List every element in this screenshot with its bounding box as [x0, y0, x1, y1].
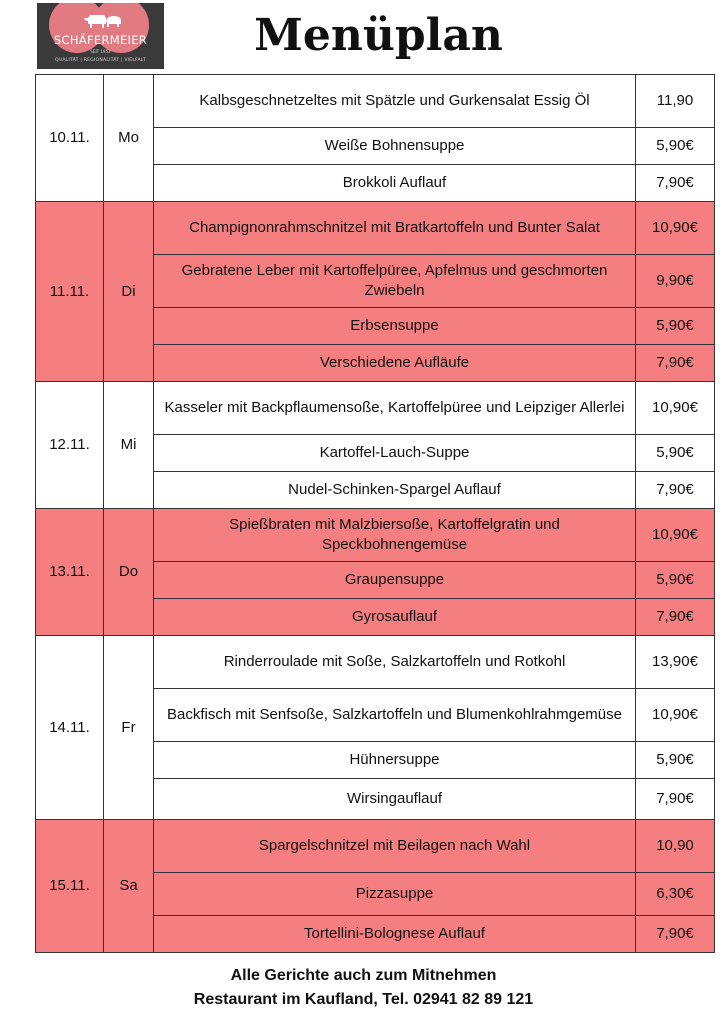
- day-weekday: Di: [104, 202, 154, 382]
- dish-price: 7,90€: [636, 916, 715, 953]
- dish-price: 9,90€: [636, 255, 715, 308]
- dish-price: 6,30€: [636, 873, 715, 916]
- menu-row: [36, 636, 715, 689]
- dish-name: Gyrosauflauf: [154, 599, 636, 636]
- dish-price: 7,90€: [636, 345, 715, 382]
- day-weekday: Do: [104, 509, 154, 636]
- day-date: 13.11.: [36, 509, 104, 636]
- dish-name: Backfisch mit Senfsoße, Salzkartoffeln und Blumenkohlrahmgemüse: [154, 689, 636, 742]
- menu-row: [36, 509, 715, 562]
- dish-price: 7,90€: [636, 165, 715, 202]
- dish-price: 10,90€: [636, 382, 715, 435]
- dish-price: 7,90€: [636, 599, 715, 636]
- dish-name: Champignonrahmschnitzel mit Bratkartoffeln und Bunter Salat: [154, 202, 636, 255]
- dish-name: Tortellini-Bolognese Auflauf: [154, 916, 636, 953]
- dish-name: Rinderroulade mit Soße, Salzkartoffeln und Rotkohl: [154, 636, 636, 689]
- dish-price: 7,90€: [636, 472, 715, 509]
- logo-tagline: QUALITÄT | REGIONALITÄT | VIELFALT: [54, 58, 147, 63]
- menu-row: [36, 75, 715, 128]
- dish-name: Spießbraten mit Malzbiersoße, Kartoffelgratin und Speckbohnengemüse: [154, 509, 636, 562]
- day-date: 14.11.: [36, 636, 104, 820]
- dish-price: 10,90€: [636, 509, 715, 562]
- dish-price: 5,90€: [636, 435, 715, 472]
- menu-row: [36, 820, 715, 873]
- day-date: 15.11.: [36, 820, 104, 953]
- dish-name: Verschiedene Aufläufe: [154, 345, 636, 382]
- dish-price: 11,90: [636, 75, 715, 128]
- day-weekday: Fr: [104, 636, 154, 820]
- page-title: Menüplan: [254, 10, 503, 61]
- day-weekday: Sa: [104, 820, 154, 953]
- dish-name: Graupensuppe: [154, 562, 636, 599]
- day-weekday: Mo: [104, 75, 154, 202]
- dish-name: Pizzasuppe: [154, 873, 636, 916]
- dish-price: 10,90€: [636, 202, 715, 255]
- dish-name: Brokkoli Auflauf: [154, 165, 636, 202]
- footer: [0, 964, 727, 1012]
- dish-name: Kasseler mit Backpflaumensoße, Kartoffelpüree und Leipziger Allerlei: [154, 382, 636, 435]
- dish-price: 13,90€: [636, 636, 715, 689]
- dish-name: Weiße Bohnensuppe: [154, 128, 636, 165]
- menu-table: [35, 74, 715, 953]
- dish-price: 5,90€: [636, 308, 715, 345]
- day-weekday: Mi: [104, 382, 154, 509]
- dish-price: 10,90€: [636, 689, 715, 742]
- footer-takeaway: Alle Gerichte auch zum Mitnehmen: [230, 967, 497, 984]
- dish-price: 10,90: [636, 820, 715, 873]
- menu-row: [36, 202, 715, 255]
- menu-row: [36, 382, 715, 435]
- dish-name: Kartoffel-Lauch-Suppe: [154, 435, 636, 472]
- dish-name: Gebratene Leber mit Kartoffelpüree, Apfelmus und geschmorten Zwiebeln: [154, 255, 636, 308]
- dish-price: 5,90€: [636, 562, 715, 599]
- dish-name: Kalbsgeschnetzeltes mit Spätzle und Gurkensalat Essig Öl: [154, 75, 636, 128]
- day-date: 11.11.: [36, 202, 104, 382]
- dish-name: Erbsensuppe: [154, 308, 636, 345]
- dish-name: Wirsingauflauf: [154, 779, 636, 820]
- logo-brand: SCHÄFERMEIER: [53, 33, 148, 47]
- footer-contact: Restaurant im Kaufland, Tel. 02941 82 89 121: [193, 991, 534, 1008]
- dish-name: Hühnersuppe: [154, 742, 636, 779]
- day-date: 10.11.: [36, 75, 104, 202]
- dish-name: Nudel-Schinken-Spargel Auflauf: [154, 472, 636, 509]
- day-date: 12.11.: [36, 382, 104, 509]
- dish-price: 5,90€: [636, 128, 715, 165]
- dish-price: 5,90€: [636, 742, 715, 779]
- dish-price: 7,90€: [636, 779, 715, 820]
- dish-name: Spargelschnitzel mit Beilagen nach Wahl: [154, 820, 636, 873]
- logo-since: SEIT 1953: [90, 49, 111, 54]
